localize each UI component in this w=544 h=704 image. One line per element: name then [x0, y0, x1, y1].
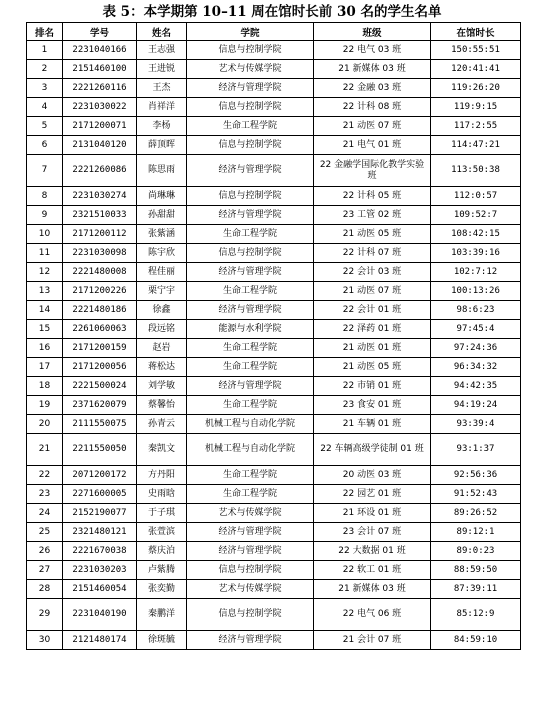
class-cell: 22 计科 08 班: [314, 98, 431, 117]
student-id-cell: 2171200226: [63, 282, 137, 301]
duration-cell: 112:0:57: [431, 187, 521, 206]
rank-cell: 7: [27, 155, 63, 187]
college-cell: 经济与管理学院: [187, 631, 314, 650]
rank-cell: 6: [27, 136, 63, 155]
college-cell: 信息与控制学院: [187, 244, 314, 263]
table-row: [27, 485, 521, 504]
rank-cell: 3: [27, 79, 63, 98]
college-cell: 经济与管理学院: [187, 263, 314, 282]
student-id-cell: 2151460100: [63, 60, 137, 79]
table-row: [27, 415, 521, 434]
class-cell: 21 动医 05 班: [314, 358, 431, 377]
class-cell: 22 会计 01 班: [314, 301, 431, 320]
name-cell: 张紫涵: [137, 225, 187, 244]
name-cell: 于子琪: [137, 504, 187, 523]
college-cell: 经济与管理学院: [187, 79, 314, 98]
student-id-cell: 2321480121: [63, 523, 137, 542]
duration-cell: 94:19:24: [431, 396, 521, 415]
duration-cell: 117:2:55: [431, 117, 521, 136]
table-row: [27, 523, 521, 542]
student-id-cell: 2261060063: [63, 320, 137, 339]
duration-cell: 97:45:4: [431, 320, 521, 339]
duration-cell: 96:34:32: [431, 358, 521, 377]
student-id-cell: 2221480186: [63, 301, 137, 320]
rank-cell: 23: [27, 485, 63, 504]
name-cell: 方丹阳: [137, 466, 187, 485]
rank-cell: 8: [27, 187, 63, 206]
class-cell: 21 新媒体 03 班: [314, 580, 431, 599]
name-cell: 徐鑫: [137, 301, 187, 320]
student-id-cell: 2171200112: [63, 225, 137, 244]
name-cell: 王杰: [137, 79, 187, 98]
table-row: [27, 466, 521, 485]
name-cell: 孙青云: [137, 415, 187, 434]
college-cell: 信息与控制学院: [187, 599, 314, 631]
student-id-cell: 2231030203: [63, 561, 137, 580]
student-id-cell: 2151460054: [63, 580, 137, 599]
rank-cell: 26: [27, 542, 63, 561]
college-cell: 生命工程学院: [187, 466, 314, 485]
rank-cell: 28: [27, 580, 63, 599]
student-id-cell: 2371620079: [63, 396, 137, 415]
class-cell: 21 车辆 01 班: [314, 415, 431, 434]
college-cell: 机械工程与自动化学院: [187, 434, 314, 466]
table-row: [27, 187, 521, 206]
column-header-rank: 排名: [27, 23, 63, 41]
table-row: [27, 41, 521, 60]
college-cell: 生命工程学院: [187, 117, 314, 136]
table-row: [27, 434, 521, 466]
duration-cell: 97:24:36: [431, 339, 521, 358]
name-cell: 薛顶晖: [137, 136, 187, 155]
duration-cell: 89:26:52: [431, 504, 521, 523]
college-cell: 信息与控制学院: [187, 98, 314, 117]
class-cell: 22 金融 03 班: [314, 79, 431, 98]
name-cell: 肖祥洋: [137, 98, 187, 117]
rank-cell: 29: [27, 599, 63, 631]
table-row: [27, 301, 521, 320]
student-id-cell: 2171200159: [63, 339, 137, 358]
class-cell: 22 金融学国际化教学实验班: [314, 155, 431, 187]
table-row: [27, 263, 521, 282]
class-cell: 22 园艺 01 班: [314, 485, 431, 504]
table-row: [27, 504, 521, 523]
student-id-cell: 2121480174: [63, 631, 137, 650]
college-cell: 能源与水利学院: [187, 320, 314, 339]
table-row: [27, 377, 521, 396]
class-cell: 22 软工 01 班: [314, 561, 431, 580]
college-cell: 经济与管理学院: [187, 155, 314, 187]
column-header-student-id: 学号: [63, 23, 137, 41]
name-cell: 王志强: [137, 41, 187, 60]
class-cell: 23 食安 01 班: [314, 396, 431, 415]
class-cell: 22 计科 07 班: [314, 244, 431, 263]
student-id-cell: 2171200056: [63, 358, 137, 377]
duration-cell: 89:0:23: [431, 542, 521, 561]
name-cell: 秦凯文: [137, 434, 187, 466]
student-id-cell: 2221260116: [63, 79, 137, 98]
student-id-cell: 2131040120: [63, 136, 137, 155]
college-cell: 信息与控制学院: [187, 41, 314, 60]
table-row: [27, 599, 521, 631]
name-cell: 蔡馨怡: [137, 396, 187, 415]
student-id-cell: 2152190077: [63, 504, 137, 523]
rank-cell: 17: [27, 358, 63, 377]
duration-cell: 85:12:9: [431, 599, 521, 631]
name-cell: 徐斑毓: [137, 631, 187, 650]
student-id-cell: 2111550075: [63, 415, 137, 434]
student-id-cell: 2221670038: [63, 542, 137, 561]
duration-cell: 109:52:7: [431, 206, 521, 225]
class-cell: 21 电气 01 班: [314, 136, 431, 155]
rank-cell: 16: [27, 339, 63, 358]
rank-cell: 18: [27, 377, 63, 396]
college-cell: 经济与管理学院: [187, 542, 314, 561]
duration-cell: 98:6:23: [431, 301, 521, 320]
class-cell: 21 环设 01 班: [314, 504, 431, 523]
duration-cell: 91:52:43: [431, 485, 521, 504]
column-header-college: 学院: [187, 23, 314, 41]
table-row: [27, 206, 521, 225]
rank-cell: 22: [27, 466, 63, 485]
table-row: [27, 396, 521, 415]
duration-cell: 89:12:1: [431, 523, 521, 542]
college-cell: 机械工程与自动化学院: [187, 415, 314, 434]
table-row: [27, 244, 521, 263]
rank-cell: 1: [27, 41, 63, 60]
name-cell: 栗宁宇: [137, 282, 187, 301]
class-cell: 23 会计 07 班: [314, 523, 431, 542]
class-cell: 23 工管 02 班: [314, 206, 431, 225]
duration-cell: 94:42:35: [431, 377, 521, 396]
name-cell: 赵岩: [137, 339, 187, 358]
name-cell: 蒋松达: [137, 358, 187, 377]
duration-cell: 114:47:21: [431, 136, 521, 155]
table-row: [27, 282, 521, 301]
class-cell: 22 会计 03 班: [314, 263, 431, 282]
college-cell: 经济与管理学院: [187, 206, 314, 225]
rank-cell: 30: [27, 631, 63, 650]
college-cell: 生命工程学院: [187, 358, 314, 377]
student-id-cell: 2071200172: [63, 466, 137, 485]
duration-cell: 100:13:26: [431, 282, 521, 301]
student-id-cell: 2271600005: [63, 485, 137, 504]
college-cell: 信息与控制学院: [187, 187, 314, 206]
rank-cell: 5: [27, 117, 63, 136]
duration-cell: 84:59:10: [431, 631, 521, 650]
class-cell: 21 动医 01 班: [314, 339, 431, 358]
student-id-cell: 2221260086: [63, 155, 137, 187]
name-cell: 段远铭: [137, 320, 187, 339]
column-header-duration: 在馆时长: [431, 23, 521, 41]
college-cell: 生命工程学院: [187, 225, 314, 244]
student-ranking-table: [26, 22, 521, 650]
student-id-cell: 2231030098: [63, 244, 137, 263]
duration-cell: 113:50:38: [431, 155, 521, 187]
student-id-cell: 2221500024: [63, 377, 137, 396]
column-header-name: 姓名: [137, 23, 187, 41]
class-cell: 21 新媒体 03 班: [314, 60, 431, 79]
name-cell: 程佳丽: [137, 263, 187, 282]
name-cell: 蔡庆泊: [137, 542, 187, 561]
duration-cell: 150:55:51: [431, 41, 521, 60]
rank-cell: 13: [27, 282, 63, 301]
duration-cell: 108:42:15: [431, 225, 521, 244]
table-row: [27, 117, 521, 136]
name-cell: 刘学敏: [137, 377, 187, 396]
table-row: [27, 631, 521, 650]
table-row: [27, 60, 521, 79]
rank-cell: 4: [27, 98, 63, 117]
name-cell: 史雨晗: [137, 485, 187, 504]
duration-cell: 92:56:36: [431, 466, 521, 485]
duration-cell: 119:9:15: [431, 98, 521, 117]
name-cell: 陈宇欣: [137, 244, 187, 263]
duration-cell: 119:26:20: [431, 79, 521, 98]
duration-cell: 87:39:11: [431, 580, 521, 599]
college-cell: 艺术与传媒学院: [187, 504, 314, 523]
table-row: [27, 339, 521, 358]
class-cell: 22 大数据 01 班: [314, 542, 431, 561]
table-row: [27, 79, 521, 98]
header-row: [27, 23, 521, 41]
table-body: [27, 41, 521, 650]
table-row: [27, 136, 521, 155]
name-cell: 张萱滨: [137, 523, 187, 542]
college-cell: 信息与控制学院: [187, 561, 314, 580]
rank-cell: 10: [27, 225, 63, 244]
college-cell: 经济与管理学院: [187, 301, 314, 320]
duration-cell: 93:39:4: [431, 415, 521, 434]
name-cell: 卢紫腾: [137, 561, 187, 580]
table-title: 表 5：本学期第 10–11 周在馆时长前 30 名的学生名单: [102, 4, 442, 20]
class-cell: 22 电气 03 班: [314, 41, 431, 60]
college-cell: 生命工程学院: [187, 396, 314, 415]
table-row: [27, 542, 521, 561]
name-cell: 孙甜甜: [137, 206, 187, 225]
name-cell: 王进锐: [137, 60, 187, 79]
student-id-cell: 2321510033: [63, 206, 137, 225]
duration-cell: 88:59:50: [431, 561, 521, 580]
rank-cell: 20: [27, 415, 63, 434]
rank-cell: 15: [27, 320, 63, 339]
college-cell: 信息与控制学院: [187, 136, 314, 155]
college-cell: 生命工程学院: [187, 485, 314, 504]
college-cell: 生命工程学院: [187, 282, 314, 301]
table-row: [27, 561, 521, 580]
college-cell: 经济与管理学院: [187, 523, 314, 542]
table-row: [27, 225, 521, 244]
class-cell: 20 动医 03 班: [314, 466, 431, 485]
table-row: [27, 320, 521, 339]
class-cell: 22 泽药 01 班: [314, 320, 431, 339]
name-cell: 陈思雨: [137, 155, 187, 187]
rank-cell: 12: [27, 263, 63, 282]
class-cell: 21 动医 05 班: [314, 225, 431, 244]
class-cell: 22 市销 01 班: [314, 377, 431, 396]
college-cell: 艺术与传媒学院: [187, 580, 314, 599]
rank-cell: 9: [27, 206, 63, 225]
student-id-cell: 2231040166: [63, 41, 137, 60]
class-cell: 22 计科 05 班: [314, 187, 431, 206]
student-id-cell: 2221480008: [63, 263, 137, 282]
college-cell: 艺术与传媒学院: [187, 60, 314, 79]
college-cell: 生命工程学院: [187, 339, 314, 358]
class-cell: 22 车辆高级学徒制 01 班: [314, 434, 431, 466]
duration-cell: 120:41:41: [431, 60, 521, 79]
name-cell: 张奕勤: [137, 580, 187, 599]
student-id-cell: 2211550050: [63, 434, 137, 466]
column-header-class: 班级: [314, 23, 431, 41]
student-id-cell: 2171200071: [63, 117, 137, 136]
rank-cell: 11: [27, 244, 63, 263]
class-cell: 22 电气 06 班: [314, 599, 431, 631]
name-cell: 李杨: [137, 117, 187, 136]
class-cell: 21 动医 07 班: [314, 117, 431, 136]
table-row: [27, 98, 521, 117]
rank-cell: 25: [27, 523, 63, 542]
duration-cell: 93:1:37: [431, 434, 521, 466]
duration-cell: 103:39:16: [431, 244, 521, 263]
student-id-cell: 2231030022: [63, 98, 137, 117]
rank-cell: 2: [27, 60, 63, 79]
duration-cell: 102:7:12: [431, 263, 521, 282]
table-row: [27, 155, 521, 187]
rank-cell: 21: [27, 434, 63, 466]
name-cell: 尚琳琳: [137, 187, 187, 206]
table-row: [27, 580, 521, 599]
college-cell: 经济与管理学院: [187, 377, 314, 396]
rank-cell: 19: [27, 396, 63, 415]
class-cell: 21 动医 07 班: [314, 282, 431, 301]
class-cell: 21 会计 07 班: [314, 631, 431, 650]
student-id-cell: 2231040190: [63, 599, 137, 631]
rank-cell: 27: [27, 561, 63, 580]
rank-cell: 14: [27, 301, 63, 320]
student-id-cell: 2231030274: [63, 187, 137, 206]
name-cell: 秦鹏洋: [137, 599, 187, 631]
table-row: [27, 358, 521, 377]
rank-cell: 24: [27, 504, 63, 523]
